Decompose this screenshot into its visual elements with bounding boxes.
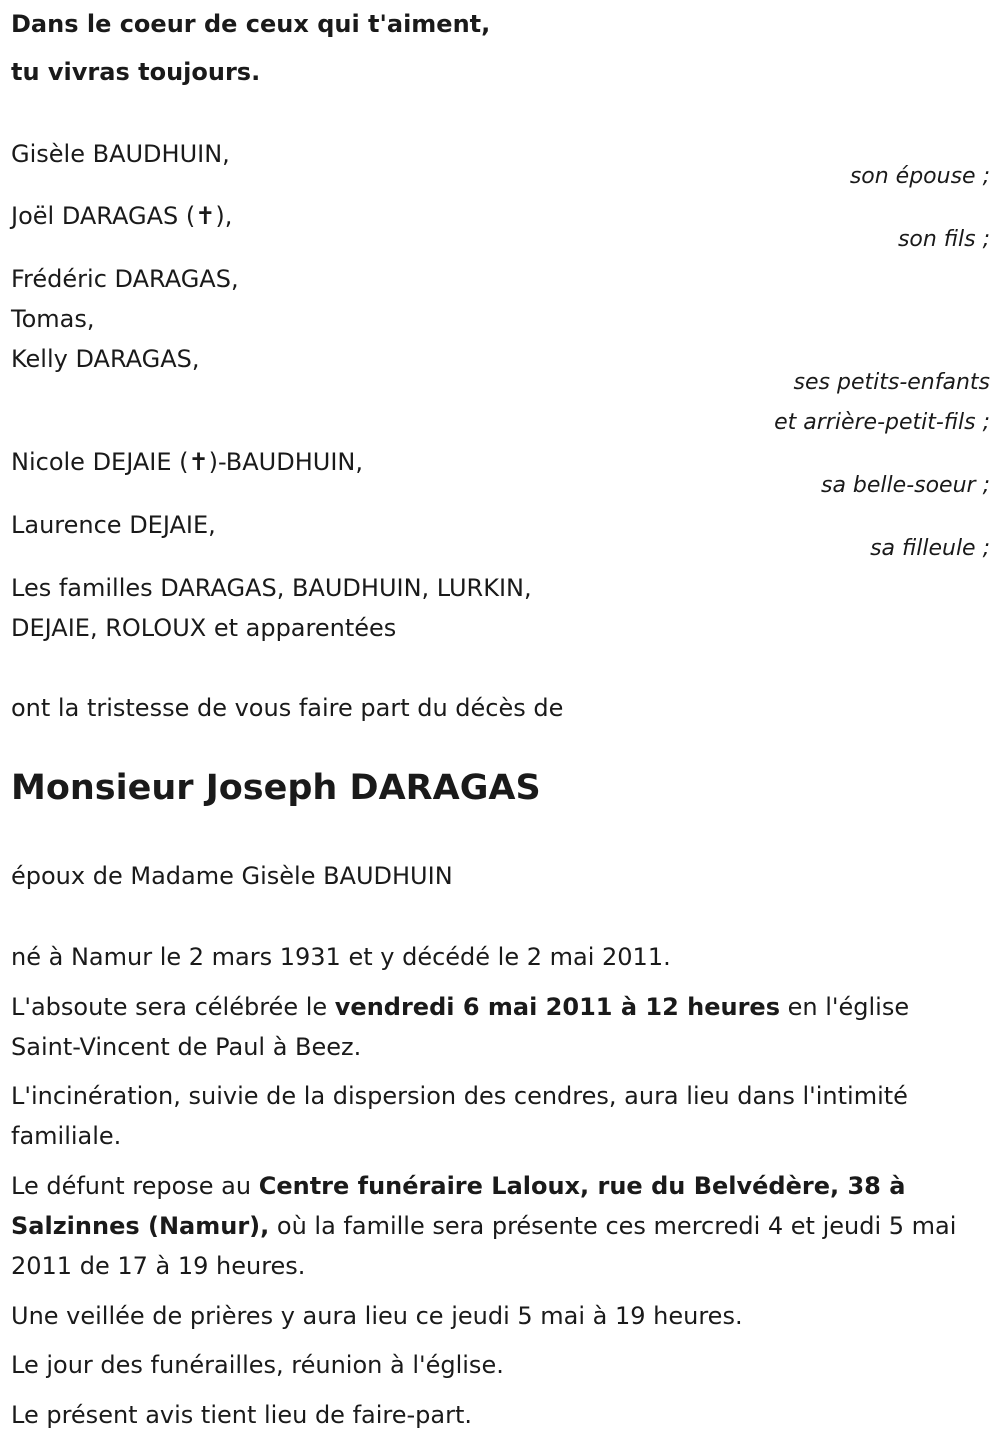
funeral-center-address: Centre funéraire Laloux, rue du Belvédère, 38 à Salzinnes (Namur),: [11, 1172, 906, 1240]
announcement-text: ont la tristesse de vous faire part du décès de: [11, 694, 564, 722]
family-member-gisele: Gisèle BAUDHUIN,: [11, 140, 230, 168]
spouse-line: époux de Madame Gisèle BAUDHUIN: [11, 862, 453, 890]
families-line-1: Les familles DARAGAS, BAUDHUIN, LURKIN,: [11, 574, 532, 602]
role-son: son fils ;: [897, 227, 990, 252]
family-member-laurence: Laurence DEJAIE,: [11, 511, 216, 539]
families-line-2: DEJAIE, ROLOUX et apparentées: [11, 614, 397, 642]
family-member-frederic: Frédéric DARAGAS,: [11, 265, 239, 293]
family-member-nicole: Nicole DEJAIE (✝)-BAUDHUIN,: [11, 448, 363, 476]
veillee-paragraph: [11, 1296, 986, 1336]
role-goddaughter: sa filleule ;: [870, 536, 990, 561]
epigraph-line-2: tu vivras toujours.: [11, 58, 261, 86]
absoute-text-pre: L'absoute sera célébrée le: [11, 993, 335, 1021]
absoute-paragraph: [11, 987, 986, 1067]
absoute-date-time: vendredi 6 mai 2011 à 12 heures: [334, 993, 780, 1021]
absoute-text-post: en l'église Saint-Vincent de Paul à Beez.: [11, 993, 910, 1061]
veillee-text: Une veillée de prières y aura lieu ce jeudi 5 mai à 19 heures.: [11, 1302, 743, 1330]
family-member-joel: Joël DARAGAS (✝),: [11, 202, 233, 230]
faire-part-paragraph: [11, 1395, 986, 1435]
faire-part-text: Le présent avis tient lieu de faire-part.: [11, 1401, 473, 1429]
repose-paragraph: [11, 1166, 986, 1286]
incineration-text: L'incinération, suivie de la dispersion des cendres, aura lieu dans l'intimité familiale.: [11, 1082, 908, 1150]
birth-death-paragraph: [11, 937, 986, 977]
incineration-paragraph: [11, 1076, 986, 1156]
repose-text-post: où la famille sera présente ces mercredi 4 et jeudi 5 mai 2011 de 17 à 19 heures.: [11, 1212, 957, 1280]
reunion-paragraph: [11, 1345, 986, 1385]
role-grandchildren-line-1: ses petits-enfants: [793, 370, 990, 395]
deceased-name: Monsieur Joseph DARAGAS: [11, 768, 541, 808]
role-grandchildren-line-2: et arrière-petit-fils ;: [774, 410, 990, 435]
role-sister-in-law: sa belle-soeur ;: [821, 473, 990, 498]
family-member-tomas: Tomas,: [11, 305, 95, 333]
birth-death-text: né à Namur le 2 mars 1931 et y décédé le 2 mai 2011.: [11, 943, 671, 971]
reunion-text: Le jour des funérailles, réunion à l'église.: [11, 1351, 504, 1379]
role-spouse: son épouse ;: [849, 164, 990, 189]
family-member-kelly: Kelly DARAGAS,: [11, 345, 200, 373]
epigraph-line-1: Dans le coeur de ceux qui t'aiment,: [11, 10, 491, 38]
repose-text-pre: Le défunt repose au: [11, 1172, 259, 1200]
